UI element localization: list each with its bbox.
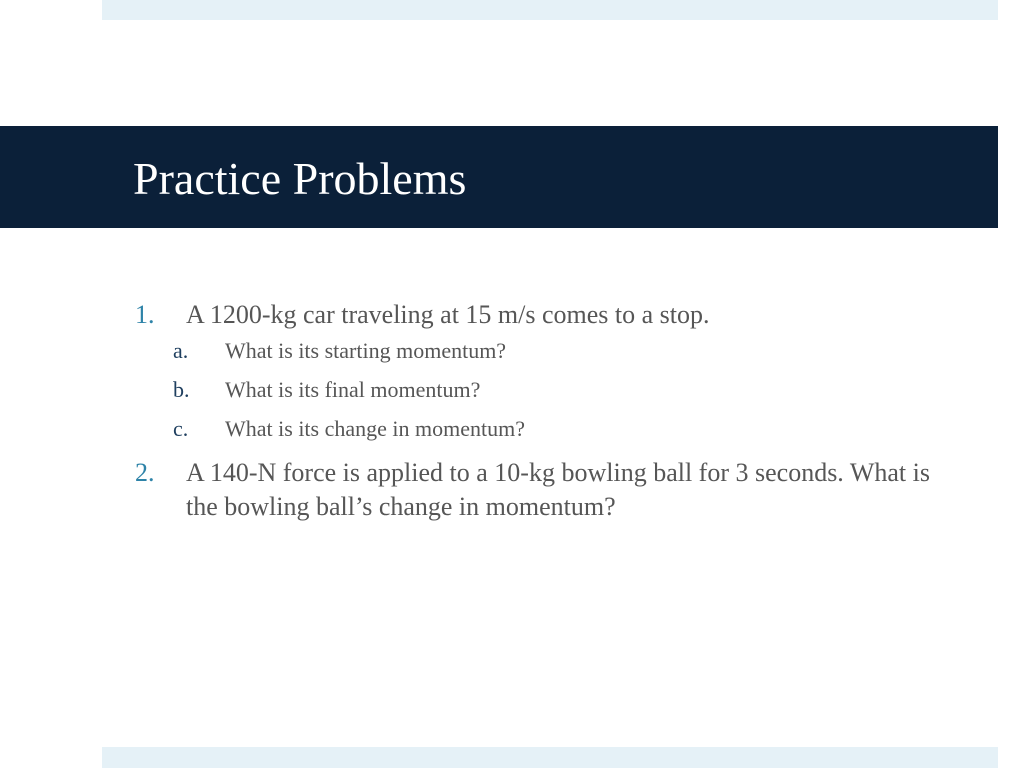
subquestion-item — [135, 376, 965, 404]
subquestion-item — [135, 337, 965, 365]
problem-text: A 1200-kg car traveling at 15 m/s comes to a stop. — [186, 300, 710, 329]
problem-list — [135, 298, 965, 524]
problem-number: 2. — [135, 458, 155, 487]
problem-number: 1. — [135, 300, 155, 329]
subquestion-list — [135, 337, 965, 443]
subquestion-letter: b. — [173, 377, 190, 402]
subquestion-text: What is its final momentum? — [225, 377, 481, 402]
top-accent-band — [102, 0, 998, 20]
subquestion-letter: c. — [173, 416, 189, 441]
bottom-accent-band — [102, 747, 998, 768]
problem-item — [135, 298, 965, 332]
slide-title: Practice Problems — [133, 153, 467, 204]
subquestion-text: What is its change in momentum? — [225, 416, 525, 441]
subquestion-item — [135, 415, 965, 443]
problem-item — [135, 456, 965, 524]
subquestion-text: What is its starting momentum? — [225, 338, 507, 363]
problem-text: A 140-N force is applied to a 10-kg bowling ball for 3 seconds. What is the bowling ball’s change in momentum? — [186, 458, 930, 521]
subquestion-letter: a. — [173, 338, 189, 363]
